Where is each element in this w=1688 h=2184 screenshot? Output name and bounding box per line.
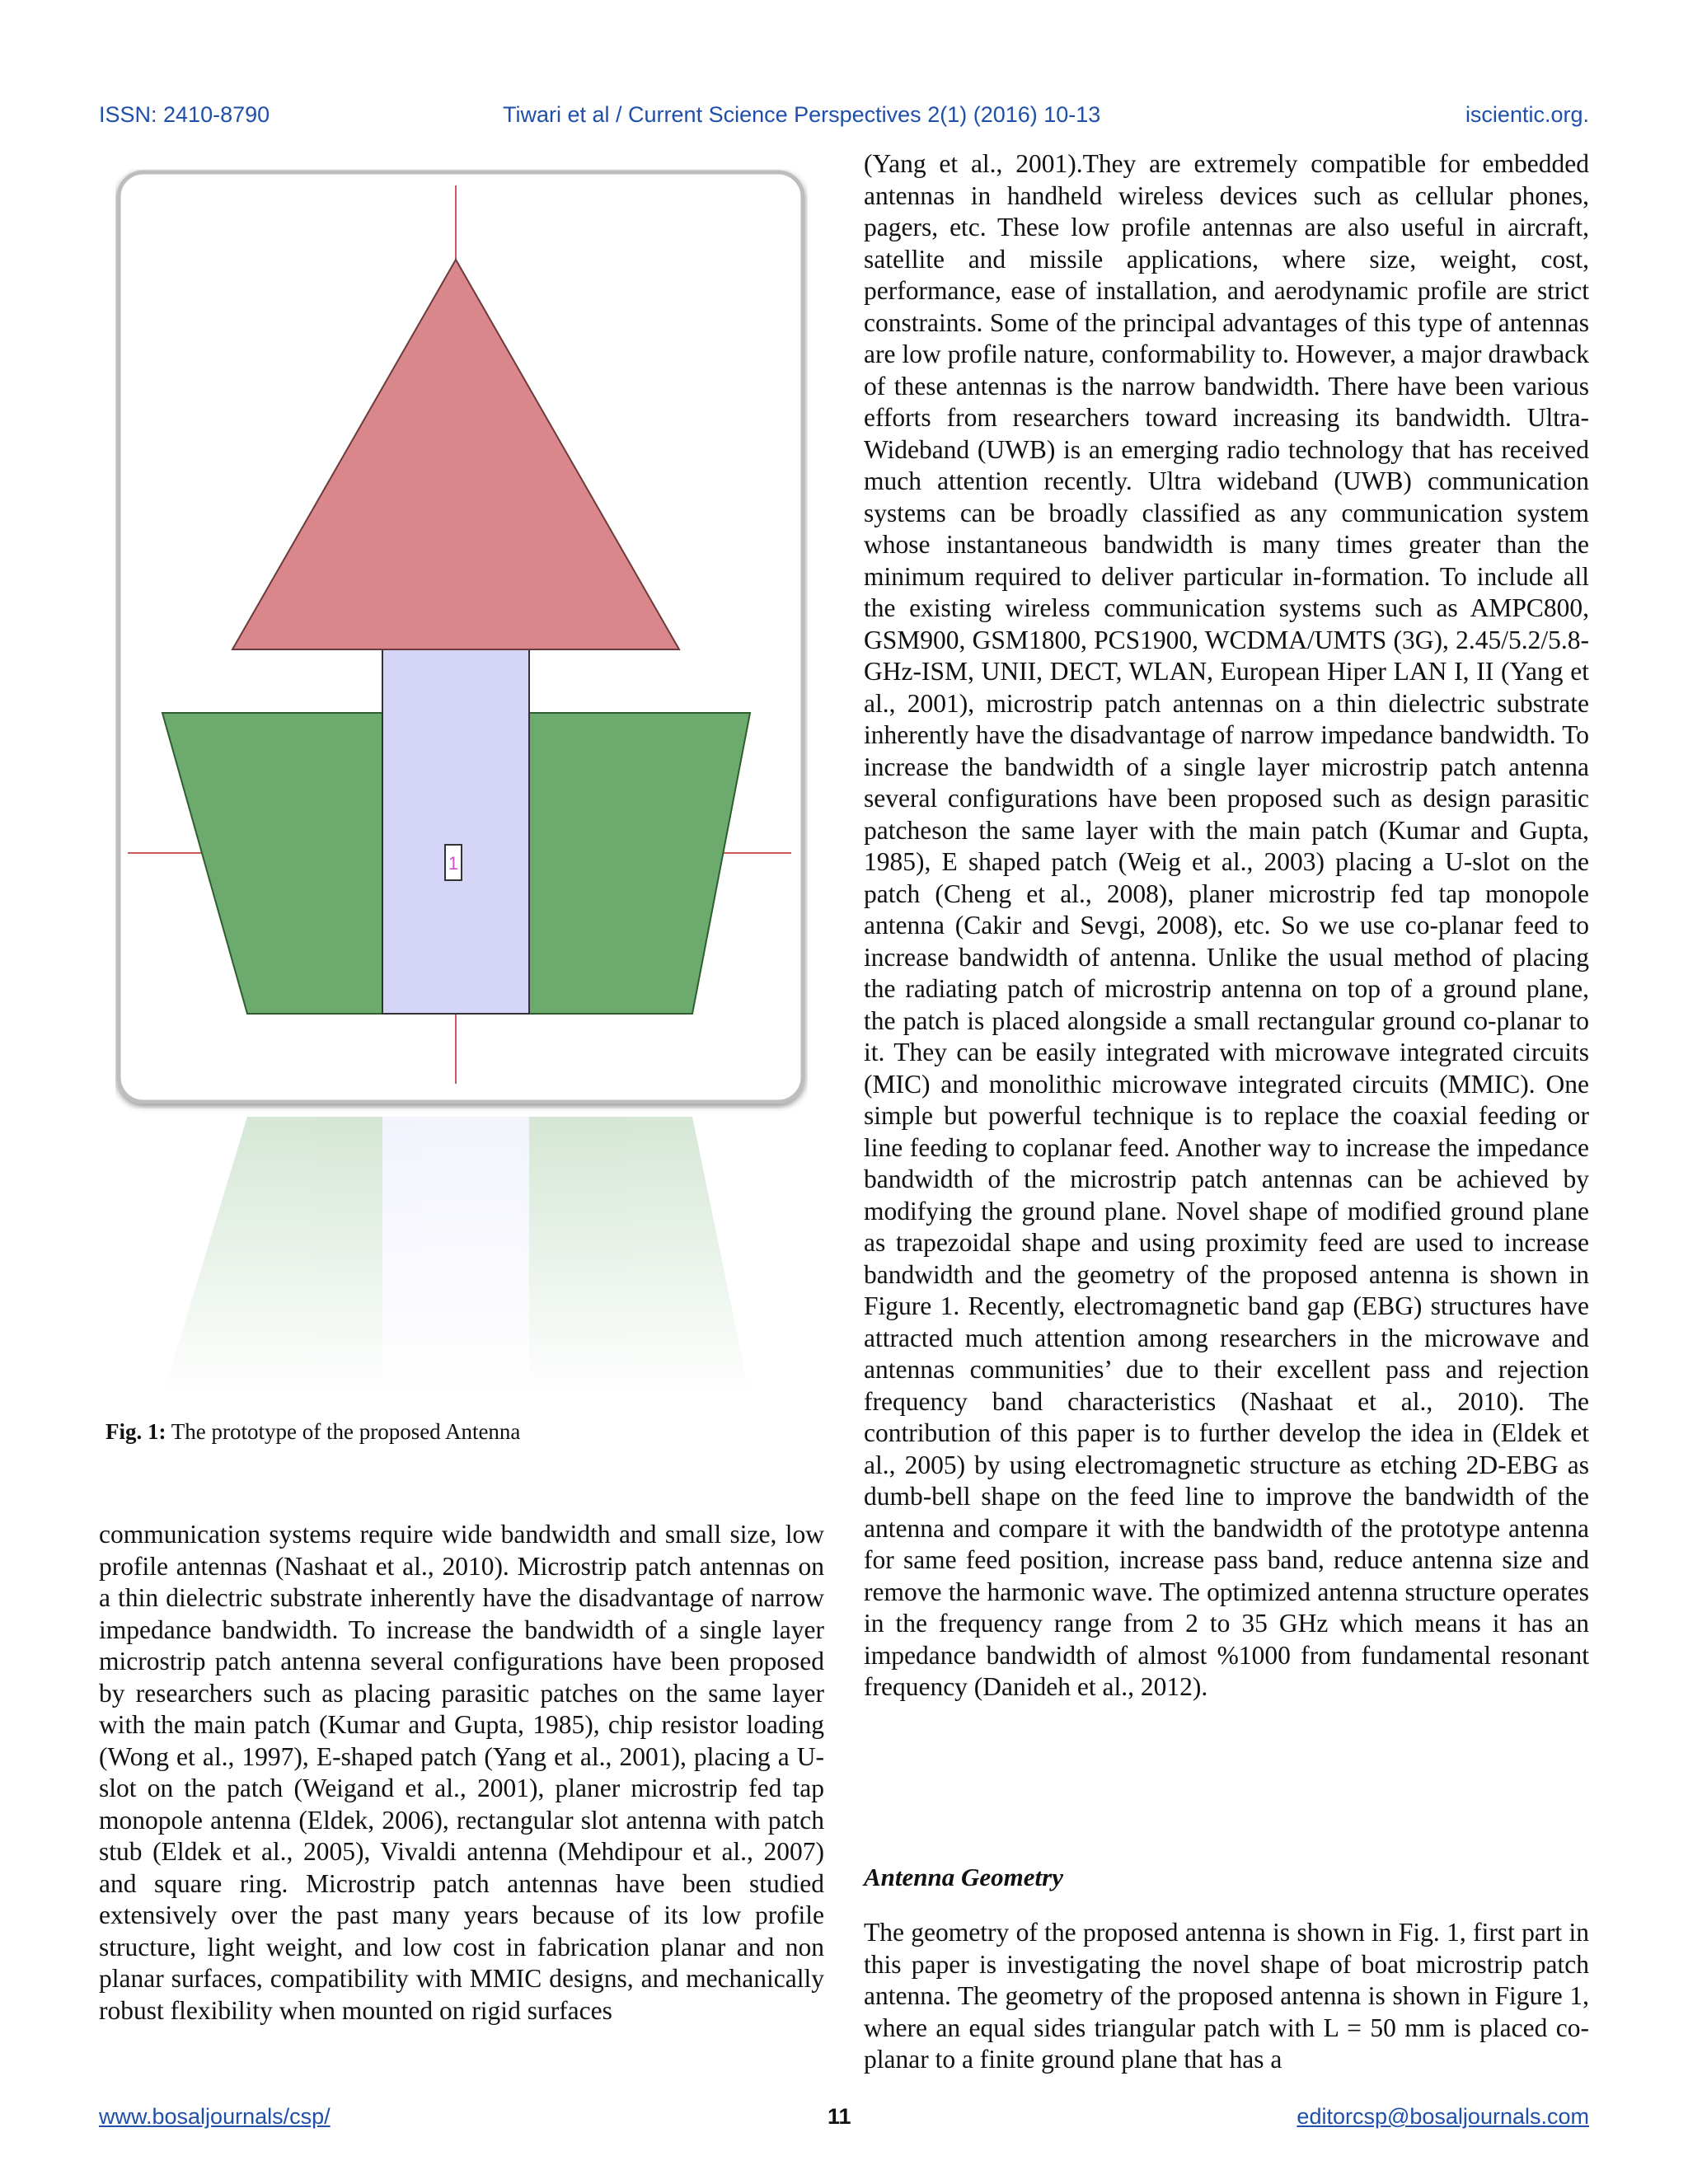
left-column — [99, 1519, 824, 2027]
header-site[interactable]: iscientic.org. — [1465, 102, 1589, 127]
header-issn: ISSN: 2410-8790 — [99, 102, 270, 127]
footer-email-link[interactable]: editorcsp@bosaljournals.com — [1296, 2104, 1589, 2129]
header-citation: Tiwari et al / Current Science Perspectives 2(1) (2016) 10-13 — [503, 102, 1101, 127]
feed-line — [382, 649, 529, 1014]
right-column-lower — [864, 1917, 1589, 2076]
left-paragraph: communication systems require wide bandwidth and small size, low profile antennas (Nashaat et al., 2010). Microstrip patch antennas on a thin dielectric substrate inherently have the disadvantage of narrow impedance bandwidth. To increase the bandwidth of a single layer microstrip patch antenna several configurations have been proposed by researchers such as placing parasitic patches on the same layer with the main patch (Kumar and Gupta, 1985), chip resistor loading (Wong et al., 1997), E-shaped patch (Yang et al., 2001), placing a U-slot on the patch (Weigand et al., 2001), planer microstrip fed tap monopole antenna (Eldek, 2006), rectangular slot antenna with patch stub (Eldek et al., 2005), Vivaldi antenna (Mehdipour et al., 2007) and square ring. Microstrip patch antennas have been studied extensively over the past many years because of its low profile structure, light weight, and low cost in fabrication planar and non planar surfaces, compatibility with MMIC designs, and mechanically robust flexibility when mounted on rigid surfaces — [99, 1520, 824, 2025]
antenna-diagram — [115, 169, 808, 1397]
section-heading: Antenna Geometry — [864, 1863, 1063, 1891]
port-label: 1 — [448, 853, 459, 874]
page-number: 11 — [828, 2104, 851, 2129]
caption-label: Fig. 1: — [106, 1419, 166, 1444]
right-column — [864, 148, 1589, 1704]
caption-text: The prototype of the proposed Antenna — [171, 1419, 521, 1444]
antenna-figure — [115, 169, 808, 1397]
footer-url-link[interactable]: www.bosaljournals/csp/ — [99, 2104, 331, 2129]
right-paragraph-2: The geometry of the proposed antenna is shown in Fig. 1, first part in this paper is investigating the novel shape of boat microstrip patch antenna. The geometry of the proposed antenna is shown in Figure 1, where an equal sides triangular patch with L = 50 mm is placed co-planar to a finite ground plane that has a — [864, 1918, 1589, 2074]
figure-caption — [106, 1419, 520, 1445]
right-paragraph-1: (Yang et al., 2001).They are extremely compatible for embedded antennas in handheld wireless devices such as cellular phones, pagers, etc. These low profile antennas are also useful in aircraft, satellite and missile applications, where size, weight, cost, performance, ease of installation, and aerodynamic profile are strict constraints. Some of the principal advantages of this type of antennas are low profile nature, conformability to. However, a major drawback of these antennas is the narrow bandwidth. There have been various efforts from researchers toward increasing its bandwidth. Ultra-Wideband (UWB) is an emerging radio technology that has received much attention recently. Ultra wideband (UWB) communication systems can be broadly classified as any communication system whose instantaneous bandwidth is many times greater than the minimum required to deliver particular in-formation. To include all the existing wireless communication systems such as AMPC800, GSM900, GSM1800, PCS1900, WCDMA/UMTS (3G), 2.45/5.2/5.8-GHz-ISM, UNII, DECT, WLAN, European Hiper LAN I, II (Yang et al., 2001), microstrip patch antennas on a thin dielectric substrate inherently have the disadvantage of narrow impedance bandwidth. To increase the bandwidth of a single layer microstrip patch antenna several configurations have been proposed such as design parasitic patcheson the same layer with the main patch (Kumar and Gupta, 1985), E shaped patch (Weig et al., 2003) placing a U-slot on the patch (Cheng et al., 2008), planer microstrip fed tap monopole antenna (Cakir and Sevgi, 2008), etc. So we use co-planar feed to increase bandwidth of antenna. Unlike the usual method of placing the radiating patch of microstrip antenna on top of a ground plane, the patch is placed alongside a small rectangular ground co-planar to it. They can be easily integrated with microwave integrated circuits (MIC) and monolithic microwave integrated circuits (MMIC). One simple but powerful technique is to replace the coaxial feeding or line feeding to coplanar feed. Another way to increase the impedance bandwidth of the microstrip patch antennas can be achieved by modifying the ground plane. Novel shape of modified ground plane as trapezoidal shape and using proximity feed are used to increase bandwidth and the geometry of the proposed antenna is shown in Figure 1. Recently, electromagnetic band gap (EBG) structures have attracted much attention among researchers in the microwave and antennas communities’ due to their excellent pass and rejection frequency band characteristics (Nashaat et al., 2010). The contribution of this paper is to further develop the idea in (Eldek et al., 2005) by using electromagnetic structure as etching 2D-EBG as dumb-bell shape on the feed line to improve the bandwidth of the antenna and compare it with the bandwidth of the prototype antenna for same feed position, increase pass band, reduce antenna size and remove the harmonic wave. The optimized antenna structure operates in the frequency range from 2 to 35 GHz which means it has an impedance bandwidth of almost %1000 from fundamental resonant frequency (Danideh et al., 2012). — [864, 149, 1589, 1701]
